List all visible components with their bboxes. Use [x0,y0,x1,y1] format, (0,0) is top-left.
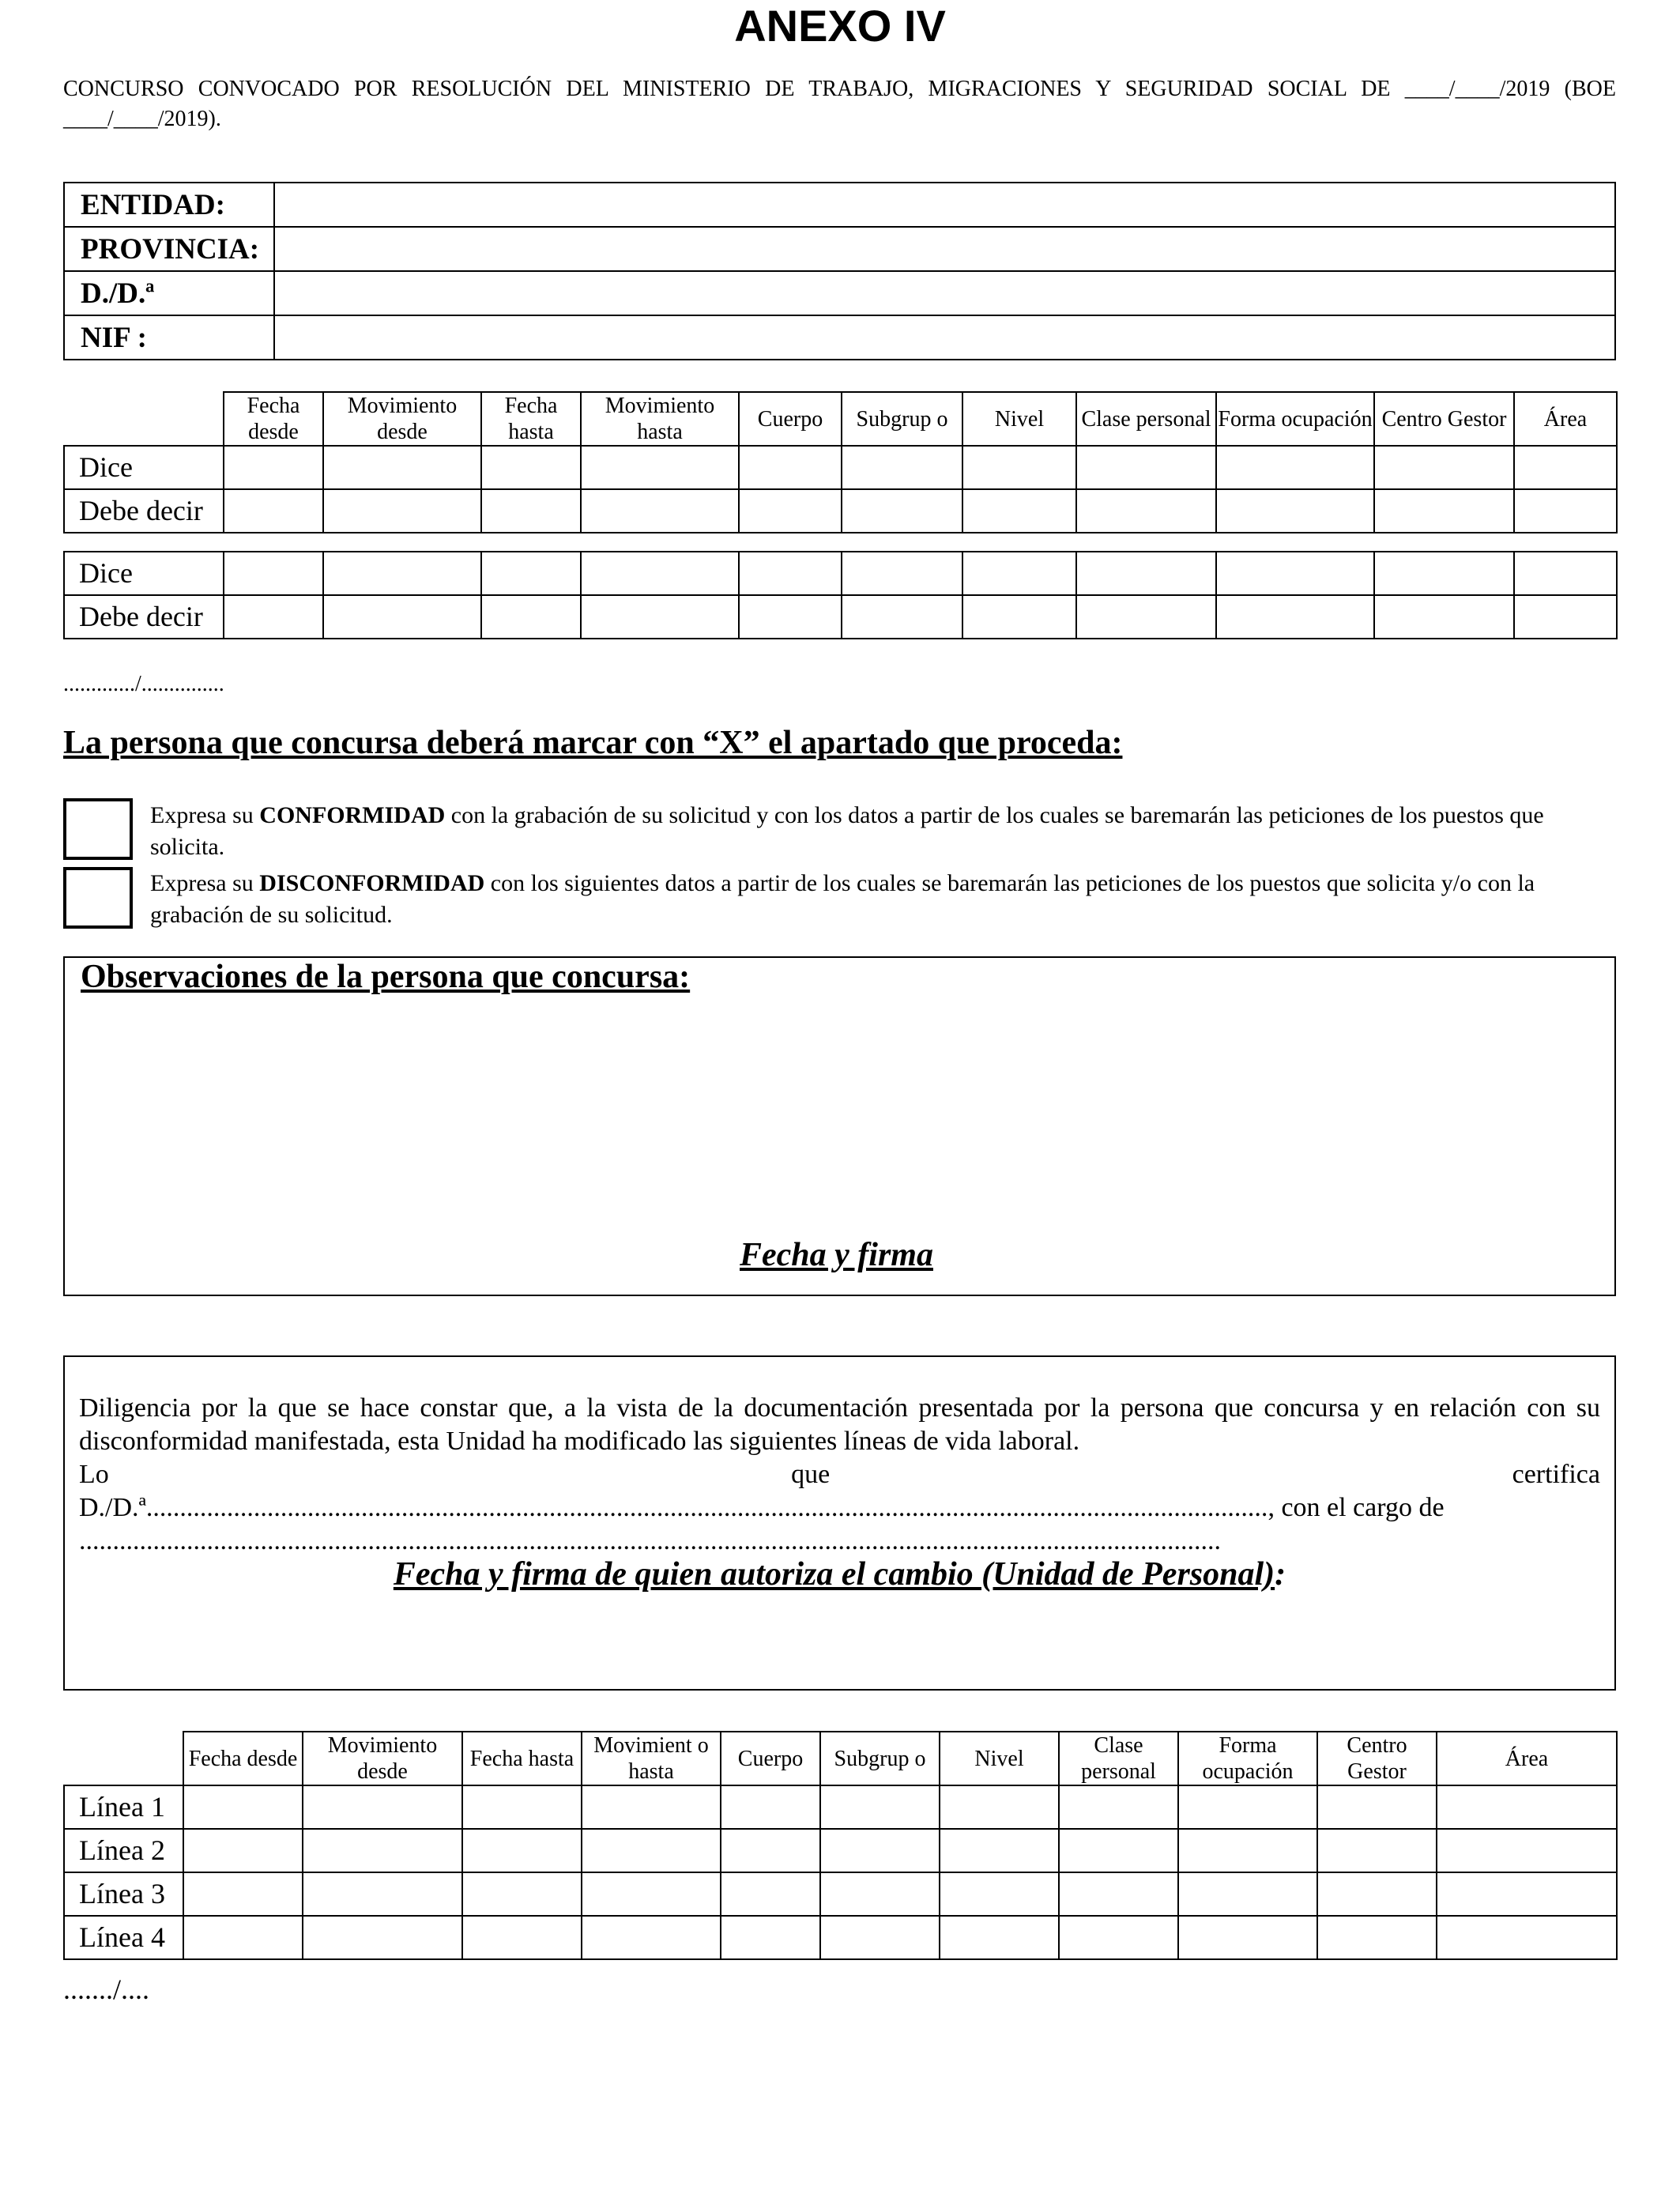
table-cell[interactable] [940,1916,1059,1959]
table-cell[interactable] [1374,446,1514,489]
header-subgrupo: Subgrup o [820,1732,940,1785]
disconformidad-prefix: Expresa su [150,870,260,896]
table-cell[interactable] [224,489,323,533]
table-cell[interactable] [842,595,962,639]
entidad-field[interactable] [274,183,1615,227]
header-nivel: Nivel [940,1732,1059,1785]
observaciones-box[interactable] [63,956,1616,1296]
datos-table-2 [63,551,1618,639]
table-cell[interactable] [1059,1872,1178,1916]
header-area: Área [1437,1732,1617,1785]
header-movimiento-hasta: Movimiento hasta [581,392,739,446]
table-cell[interactable] [1076,595,1216,639]
observaciones-signature: Fecha y firma [740,1237,933,1273]
row-label-debe-decir: Debe decir [64,489,224,533]
cargo-dots-line: .......................................................................................................................................................................... [79,1526,1221,1555]
table-cell[interactable] [1514,446,1617,489]
table-cell[interactable] [582,1916,721,1959]
table-row [64,1872,1617,1916]
table-row [64,1829,1617,1872]
table-cell[interactable] [962,489,1076,533]
table-cell[interactable] [1178,1829,1317,1872]
page-title: ANEXO IV [734,1,946,51]
table-row [64,446,1617,489]
page-marker-1: ............./............... [63,672,224,696]
header-clase-personal: Clase personal [1059,1732,1178,1785]
dd-dots: D./D.ª....................................................................................................................................................................... [79,1493,1268,1522]
table-cell[interactable] [721,1872,820,1916]
cargo-text: , con el cargo de [1268,1493,1445,1522]
table-cell[interactable] [940,1829,1059,1872]
header-movimiento-desde: Movimiento desde [323,392,481,446]
row-label-dice: Dice [64,446,224,489]
table-row [64,552,1617,595]
header-movimiento-hasta: Movimient o hasta [582,1732,721,1785]
table-cell[interactable] [1374,552,1514,595]
table-cell[interactable] [1317,1829,1437,1872]
table-cell[interactable] [1514,552,1617,595]
diligencia-signature [63,1555,1616,1593]
table-cell[interactable] [323,552,481,595]
conformidad-suffix: con la grabación de su solicitud y con los datos a partir de los cuales se baremarán las peticiones de los puestos que solicita. [150,802,1544,860]
table-cell[interactable] [581,595,739,639]
row-label-linea-2: Línea 2 [64,1829,183,1872]
table-cell[interactable] [721,1829,820,1872]
table-cell[interactable] [820,1785,940,1829]
table-cell[interactable] [582,1829,721,1872]
conformidad-keyword: CONFORMIDAD [259,802,446,828]
table-cell[interactable] [581,489,739,533]
table-cell[interactable] [303,1872,462,1916]
row-label-dice: Dice [64,552,224,595]
table-cell[interactable] [303,1829,462,1872]
table-row [64,1916,1617,1959]
row-label-linea-4: Línea 4 [64,1916,183,1959]
conformidad-text [150,800,1620,863]
table-cell[interactable] [739,446,842,489]
table-cell[interactable] [481,489,581,533]
table-cell[interactable] [582,1872,721,1916]
table-cell[interactable] [1059,1785,1178,1829]
table-cell[interactable] [1437,1916,1617,1959]
table-cell[interactable] [842,489,962,533]
datos-table-1 [63,391,1618,533]
table-cell[interactable] [224,446,323,489]
table-cell[interactable] [323,446,481,489]
provincia-label: PROVINCIA: [64,227,274,271]
table-cell[interactable] [842,446,962,489]
page-marker-2: ......./.... [63,1973,150,2005]
table-cell[interactable] [581,552,739,595]
dd-label: D./D.ª [64,271,274,315]
header-centro-gestor: Centro Gestor [1317,1732,1437,1785]
table-cell[interactable] [303,1785,462,1829]
observaciones-title: Observaciones de la persona que concursa: [81,959,691,995]
intro-text: CONCURSO CONVOCADO POR RESOLUCIÓN DEL MINISTERIO DE TRABAJO, MIGRACIONES Y SEGURIDAD SOCIAL DE ____/____/2019 (BOE ____/____/2019). [63,77,1616,131]
table-cell[interactable] [962,446,1076,489]
dd-cargo-line [79,1491,1600,1525]
table-cell[interactable] [481,446,581,489]
table-cell[interactable] [940,1785,1059,1829]
header-fecha-desde: Fecha desde [224,392,323,446]
table-cell[interactable] [1514,595,1617,639]
table-cell[interactable] [1317,1872,1437,1916]
table-cell[interactable] [1216,595,1374,639]
certifica-lo: Lo [79,1460,109,1489]
row-label-linea-3: Línea 3 [64,1872,183,1916]
header-clase-personal: Clase personal [1076,392,1216,446]
diligencia-signature-colon: : [1275,1556,1286,1593]
table-cell[interactable] [962,552,1076,595]
table-cell[interactable] [481,595,581,639]
table-cell[interactable] [1178,1872,1317,1916]
table-cell[interactable] [462,1829,582,1872]
table-cell[interactable] [1216,489,1374,533]
nif-label: NIF : [64,315,274,360]
header-subgrupo: Subgrup o [842,392,962,446]
diligencia-text: Diligencia por la que se hace constar que, a la vista de la documentación presentada por la persona que concursa y en relación con su disconformidad manifestada, esta Unidad ha modificado las siguientes líneas de vida laboral. [79,1393,1600,1456]
row-label-linea-1: Línea 1 [64,1785,183,1829]
conformidad-checkbox[interactable] [63,798,133,860]
table-cell[interactable] [303,1916,462,1959]
header-fecha-hasta: Fecha hasta [481,392,581,446]
table-cell[interactable] [1076,489,1216,533]
table-cell[interactable] [323,489,481,533]
table-cell[interactable] [1059,1916,1178,1959]
header-area: Área [1514,392,1617,446]
disconformidad-suffix: con los siguientes datos a partir de los cuales se baremarán las peticiones de los puestos que solicita y/o con la grabación de su solicitud. [150,870,1535,928]
diligencia-signature-text: Fecha y firma de quien autoriza el cambio (Unidad de Personal) [393,1556,1275,1593]
table-cell[interactable] [183,1872,303,1916]
table-cell[interactable] [842,552,962,595]
table-cell[interactable] [1437,1829,1617,1872]
header-centro-gestor: Centro Gestor [1374,392,1514,446]
header-forma-ocupacion: Forma ocupación [1178,1732,1317,1785]
table-cell[interactable] [940,1872,1059,1916]
identification-table [63,182,1616,360]
disconformidad-checkbox[interactable] [63,867,133,929]
table-cell[interactable] [1317,1916,1437,1959]
table-cell[interactable] [820,1829,940,1872]
header-blank [64,392,224,446]
nif-field[interactable] [274,315,1615,360]
table-cell[interactable] [962,595,1076,639]
table-cell[interactable] [1374,489,1514,533]
table-cell[interactable] [721,1785,820,1829]
table-cell[interactable] [582,1785,721,1829]
conformidad-prefix: Expresa su [150,802,260,828]
table-cell[interactable] [1437,1872,1617,1916]
table-row [64,489,1617,533]
header-blank [64,1732,183,1785]
row-label-debe-decir: Debe decir [64,595,224,639]
instruction-heading: La persona que concursa deberá marcar con “X” el apartado que proceda: [63,725,1123,761]
table-cell[interactable] [1514,489,1617,533]
table-cell[interactable] [1317,1785,1437,1829]
table-cell[interactable] [1076,552,1216,595]
certifica-word: certifica [1512,1460,1600,1489]
table-cell[interactable] [739,489,842,533]
table-cell[interactable] [1374,595,1514,639]
table-cell[interactable] [1178,1785,1317,1829]
entidad-label: ENTIDAD: [64,183,274,227]
table-cell[interactable] [462,1872,582,1916]
table-cell[interactable] [1059,1829,1178,1872]
certifica-que: que [791,1460,831,1489]
header-movimiento-desde: Movimiento desde [303,1732,462,1785]
table-cell[interactable] [581,446,739,489]
table-cell[interactable] [224,595,323,639]
header-cuerpo: Cuerpo [721,1732,820,1785]
table-cell[interactable] [462,1916,582,1959]
table-cell[interactable] [224,552,323,595]
disconformidad-text [150,868,1620,931]
table-cell[interactable] [1216,446,1374,489]
header-fecha-desde: Fecha desde [183,1732,303,1785]
header-nivel: Nivel [962,392,1076,446]
header-cuerpo: Cuerpo [739,392,842,446]
table-cell[interactable] [739,595,842,639]
dd-field[interactable] [274,271,1615,315]
table-row [64,1785,1617,1829]
table-cell[interactable] [1076,446,1216,489]
table-row [64,595,1617,639]
table-cell[interactable] [183,1916,303,1959]
table-cell[interactable] [1178,1916,1317,1959]
table-cell[interactable] [183,1829,303,1872]
table-cell[interactable] [820,1916,940,1959]
header-forma-ocupacion: Forma ocupación [1216,392,1374,446]
table-cell[interactable] [323,595,481,639]
table-cell[interactable] [820,1872,940,1916]
disconformidad-keyword: DISCONFORMIDAD [259,870,485,896]
table-cell[interactable] [739,552,842,595]
provincia-field[interactable] [274,227,1615,271]
header-fecha-hasta: Fecha hasta [462,1732,582,1785]
certifica-line [79,1458,1600,1491]
table-cell[interactable] [183,1785,303,1829]
table-cell[interactable] [721,1916,820,1959]
table-cell[interactable] [1437,1785,1617,1829]
lineas-table [63,1731,1618,1960]
table-cell[interactable] [462,1785,582,1829]
table-cell[interactable] [1216,552,1374,595]
table-cell[interactable] [481,552,581,595]
